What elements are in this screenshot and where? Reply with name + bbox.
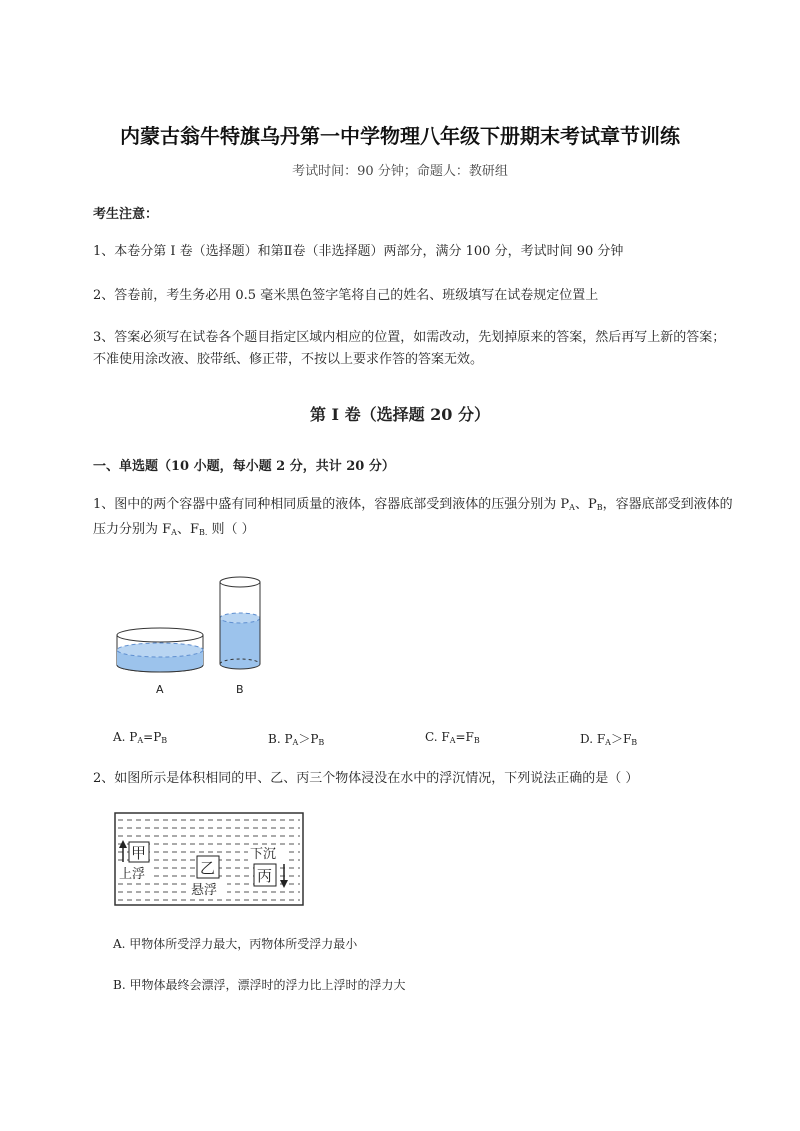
label-xiachen: 下沉: [250, 847, 277, 862]
notice-item-2: 2、答卷前，考生务必用 0.5 毫米黑色签字笔将自己的姓名、班级填写在试卷规定位置上: [93, 288, 599, 303]
label-bing: 丙: [257, 867, 273, 885]
notice-item-1: 1、本卷分第 I 卷（选择题）和第Ⅱ卷（非选择题）两部分，满分 100 分，考试时间 90 分钟: [93, 244, 624, 259]
q1-option-c[interactable]: C. $F_A=F_B$: [425, 730, 480, 745]
question-group-heading: 一、单选题（10 小题，每小题 2 分，共计 20 分）: [93, 459, 395, 474]
label-container-b: B: [236, 683, 244, 696]
section-title: 第 I 卷（选择题 20 分）: [309, 405, 491, 424]
label-container-a: A: [156, 683, 164, 696]
container-a: [117, 628, 203, 672]
notice-item-3: 3、答案必须写在试卷各个题目指定区域内相应的位置，如需改动，先划掉原来的答案，然后再写上新的答案；不准使用涂改液、胶带纸、修正带，不按以上要求作答的答案无效。: [93, 330, 726, 367]
label-xuanfu: 悬浮: [191, 883, 218, 898]
notice-heading: 考生注意：: [93, 207, 159, 222]
container-b: [220, 577, 260, 669]
buoyancy-figure: [114, 812, 304, 908]
label-jia: 甲: [131, 844, 147, 862]
question-1-text: 1、图中的两个容器中盛有同种相同质量的液体，容器底部受到液体的压强分别为 $P_A$、$P_B$，容器底部受到液体的压力分别为 $F_A$、$F_{B.}$ 则（ ）: [93, 497, 733, 537]
question-2-text: 2、如图所示是体积相同的甲、乙、丙三个物体浸没在水中的浮沉情况，下列说法正确的是（ ）: [93, 771, 639, 786]
label-yi: 乙: [200, 859, 216, 877]
containers-figure: [100, 570, 280, 700]
q1-option-d[interactable]: D. $F_A>F_B$: [580, 732, 638, 747]
q2-option-a[interactable]: A. 甲物体所受浮力最大，丙物体所受浮力最小: [113, 937, 358, 951]
label-shangfu: 上浮: [119, 867, 146, 882]
object-jia: [118, 840, 154, 882]
page-title: 内蒙古翁牛特旗乌丹第一中学物理八年级下册期末考试章节训练: [120, 124, 680, 148]
q2-option-b[interactable]: B. 甲物体最终会漂浮，漂浮时的浮力比上浮时的浮力大: [113, 978, 406, 992]
q1-option-b[interactable]: B. $P_A>P_B$: [268, 732, 325, 747]
q1-option-a[interactable]: A. $P_A=P_B$: [113, 730, 168, 745]
exam-info: 考试时间：90 分钟；命题人：教研组: [292, 164, 508, 179]
